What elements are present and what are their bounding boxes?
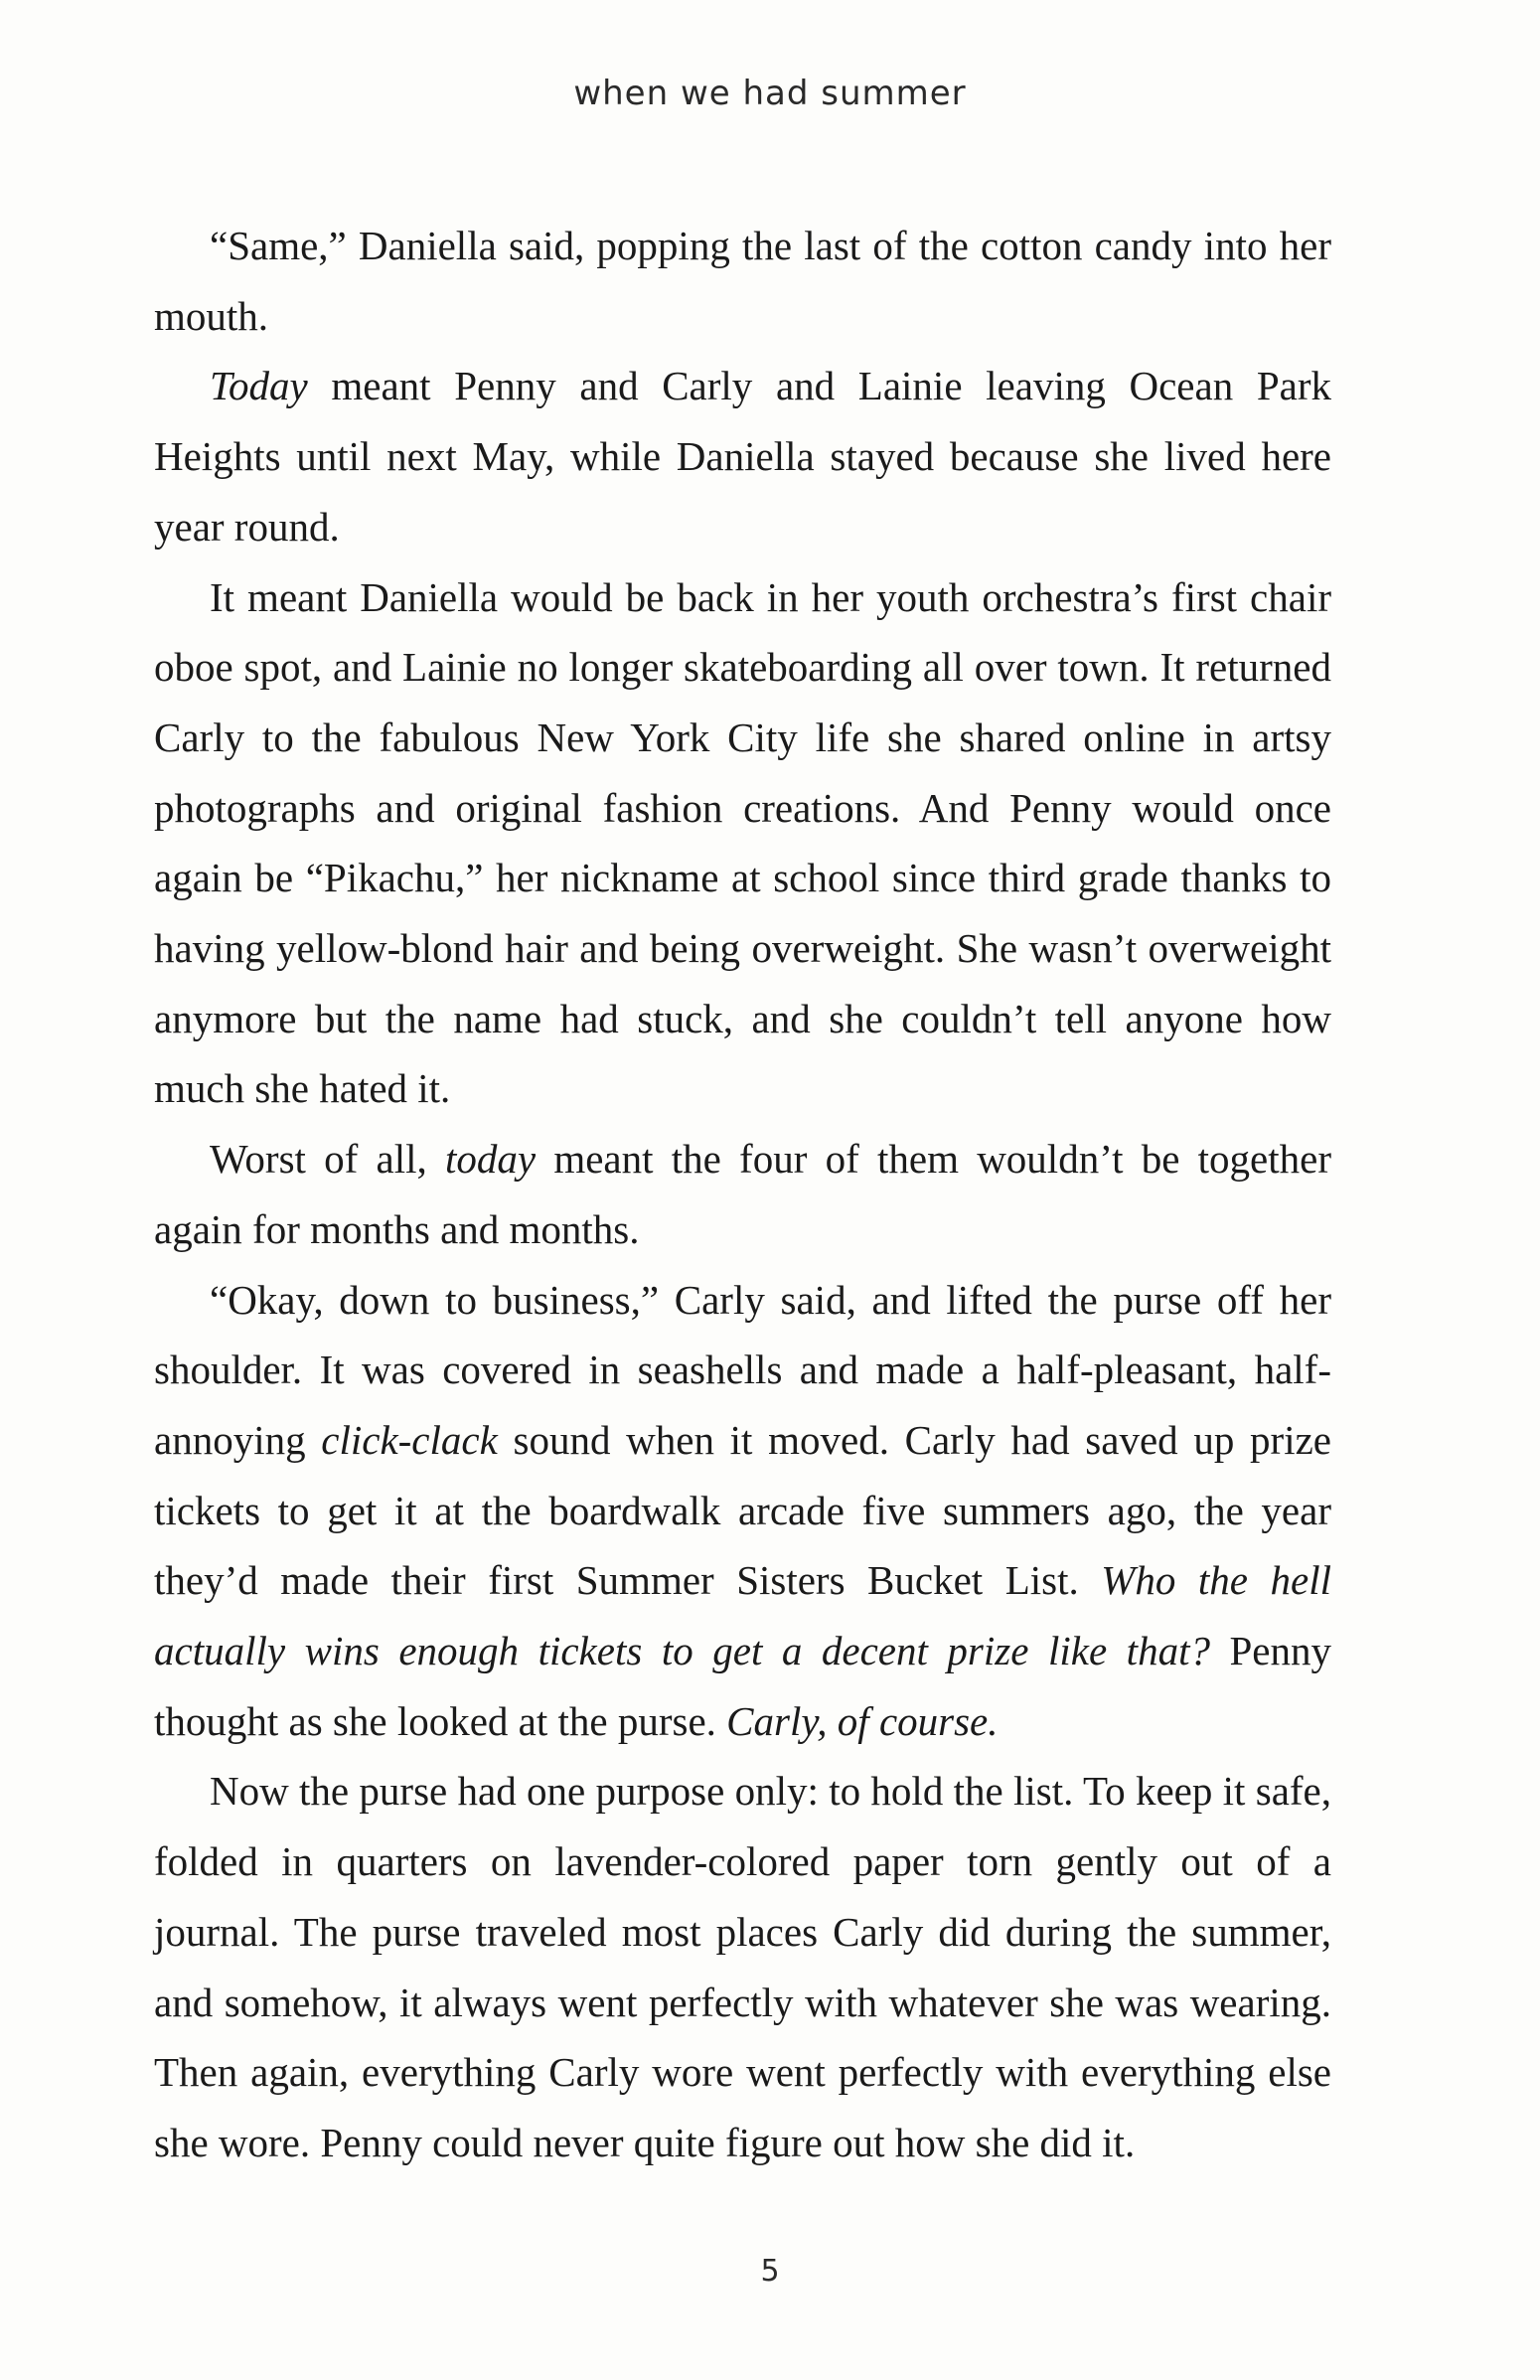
page-number: 5 [760,2254,780,2289]
paragraph-4-text-a: Worst of all, [210,1136,445,1183]
paragraph-5-italic-carly: Carly, of course. [726,1697,999,1744]
paragraph-3-text: It meant Daniella would be back in her youth orchestra’s first chair oboe spot, and Lainie no longer skateboarding all over town. It returned Carly to the fabulous New York City life she shared online in artsy photographs and original fashion creations. And Penny would once again be “Pikachu,” her nickname at school since third grade thanks to having yellow-blond hair and being overweight. She wasn’t overweight anymore but the name had stuck, and she couldn’t tell anyone how much she hated it. [154,573,1331,1112]
paragraph-1-text: “Same,” Daniella said, popping the last of the cotton candy into her mouth. [154,223,1331,339]
paragraph-5-italic-click-clack: click-clack [321,1416,498,1463]
paragraph-6 [154,1756,1331,2177]
paragraph-1 [154,211,1331,351]
paragraph-4-italic-today: today [445,1136,537,1183]
paragraph-3 [154,562,1331,1125]
paragraph-5-text-c: Penny thought as she looked at the purse. [154,1628,1332,1744]
paragraph-5-text-b: sound when it moved. Carly had saved up prize tickets to get it at the boardwalk arcade five summers ago, the year they’d made their first Summer Sisters Bucket List. [154,1416,1331,1604]
paragraph-2-text: meant Penny and Carly and Lainie leaving Ocean Park Heights until next May, while Daniella stayed because she lived here year round. [154,363,1331,550]
paragraph-5-text-a: “Okay, down to business,” Carly said, and lifted the purse off her shoulder. It was covered in seashells and made a half-pleasant, half-annoying [154,1276,1331,1463]
paragraph-2-italic-today: Today [210,363,308,409]
paragraph-5-italic-thought: Who the hell actually wins enough tickets to get a decent prize like that? [154,1557,1331,1674]
paragraph-5 [154,1265,1331,1757]
paragraph-4 [154,1124,1331,1264]
paragraph-2 [154,351,1331,561]
paragraph-4-text-b: meant the four of them wouldn’t be together again for months and months. [154,1136,1331,1252]
running-head: when we had summer [573,74,967,113]
body-text [154,211,1331,2178]
paragraph-6-text: Now the purse had one purpose only: to hold the list. To keep it safe, folded in quarters on lavender-colored paper torn gently out of a journal. The purse traveled most places Carly did during the summer, and somehow, it always went perfectly with whatever she was wearing. Then again, everything Carly wore went perfectly with everything else she wore. Penny could never quite figure out how she did it. [154,1768,1331,2165]
